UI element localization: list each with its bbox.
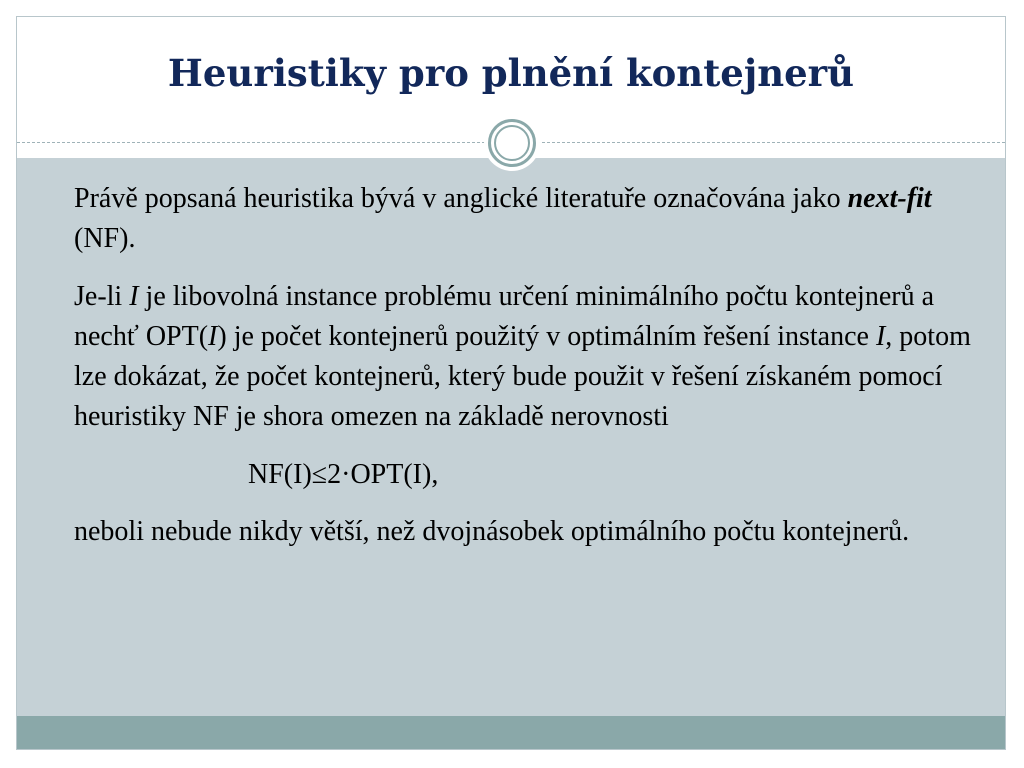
instance-symbol: I bbox=[129, 281, 139, 312]
slide-title: Heuristiky pro plnění kontejnerů bbox=[167, 51, 855, 95]
instance-symbol: I bbox=[208, 321, 218, 352]
p2-text-a: Je-li bbox=[74, 281, 130, 312]
inequality-formula: NF(I)≤2·OPT(I), bbox=[248, 459, 439, 490]
slide bbox=[16, 16, 1006, 750]
p2-text-d: , potom lze dokázat, že počet kontejnerů, který bude použit v řešení získaném pomocí heuristiky NF je shora omezen na základě nerovnosti bbox=[74, 321, 971, 432]
paragraph-bound bbox=[74, 277, 989, 437]
footer-bar bbox=[17, 716, 1005, 750]
instance-symbol: I bbox=[875, 321, 886, 352]
p2-text-c: ) je počet kontejnerů použitý v optimálním řešení instance bbox=[217, 321, 876, 352]
p1-text-a: Právě popsaná heuristika bývá v anglické literatuře označována jako bbox=[74, 183, 848, 214]
ornament-inner-ring bbox=[494, 125, 530, 161]
slide-body bbox=[74, 179, 989, 570]
paragraph-next-fit bbox=[74, 179, 989, 259]
p2-text-b: je libovolná instance problému určení minimálního počtu kontejnerů a nechť OPT( bbox=[74, 281, 935, 352]
p1-text-b: (NF). bbox=[74, 223, 136, 254]
term-next-fit: next-fit bbox=[847, 183, 932, 214]
paragraph-conclusion: neboli nebude nikdy větší, než dvojnásobek optimálního počtu kontejnerů. bbox=[74, 516, 910, 547]
